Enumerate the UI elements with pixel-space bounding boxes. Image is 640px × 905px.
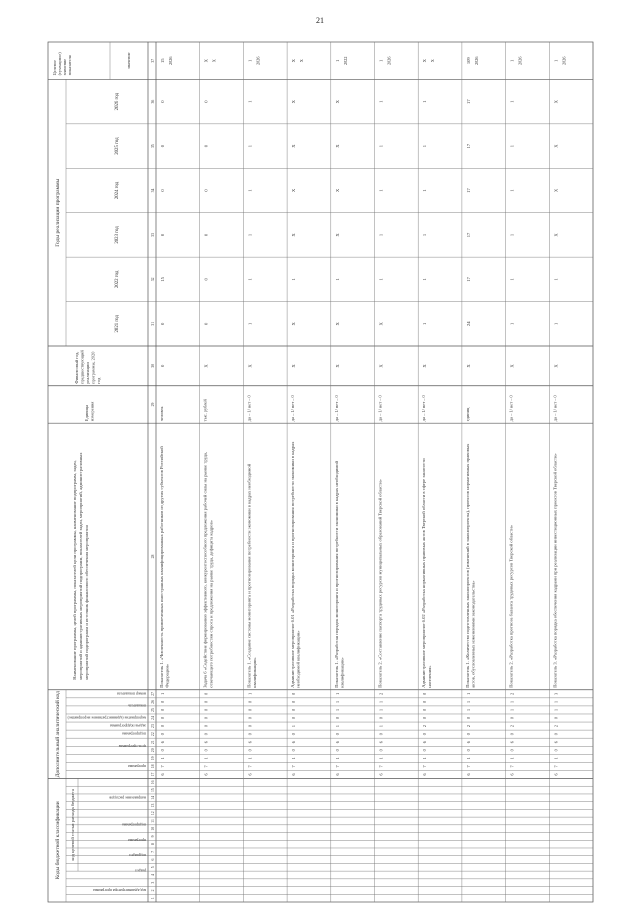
row-year-value: 1: [553, 322, 559, 325]
column-number-14: 14: [151, 795, 155, 800]
row-target-value: X: [422, 59, 428, 63]
column-number-29: 29: [151, 402, 155, 407]
header-add-number: номер показателя: [117, 691, 146, 696]
row-year-value: 1: [422, 322, 428, 325]
row-target-year: X: [299, 59, 305, 63]
row-year-value: 1: [291, 278, 297, 281]
row-year-value: X: [553, 233, 559, 237]
row-code-digit: 0: [203, 725, 209, 728]
row-code-digit: 0: [291, 692, 297, 695]
row-target-year: 2026: [168, 56, 173, 65]
column-number-15: 15: [151, 788, 155, 792]
header-additional-code: Дополнительный аналитический код: [55, 691, 61, 778]
row-code-digit: 1: [509, 708, 515, 711]
column-number-23: 23: [151, 724, 155, 728]
row-year-value: 1: [509, 144, 515, 148]
row-year-value: 1: [422, 144, 428, 148]
row-year-value: 0: [203, 189, 209, 192]
row-code-digit: 0: [247, 725, 253, 728]
column-number-7: 7: [151, 850, 155, 853]
row-year-value: X: [334, 99, 340, 104]
row-target-value: 109: [465, 57, 471, 65]
header-year-1: 2021 год: [115, 315, 120, 333]
column-number-1: 1: [151, 897, 155, 900]
row-name: Показатель 1. «Разработан порядок мониторинга и прогнозирования потребности экономики в кадрах необходимойквалификации»: [333, 460, 345, 688]
row-name: Показатель 3. «Разработка порядка обеспечения кадрами при реализации инвестиционных проектов Тверской области»: [552, 453, 558, 688]
row-name: Показатель 1. «Создание системы мониторинга и прогнозирования потребности экономики в кадрах необходимойквалификации»: [246, 463, 257, 688]
row-code-digit: 6: [378, 741, 384, 744]
column-number-26: 26: [151, 699, 155, 704]
table-frame: [48, 42, 593, 902]
header-add-measure: мероприятие (административное мероприятие): [67, 715, 146, 720]
row-code-digit: 0: [334, 749, 340, 752]
column-number-19: 19: [151, 756, 155, 761]
row-code-digit: 0: [160, 716, 165, 720]
row-base-year-value: X: [509, 364, 515, 368]
row-code-digit: 1: [247, 692, 253, 695]
row-code-digit: 6: [247, 741, 253, 744]
column-number-12: 12: [151, 811, 155, 816]
row-code-digit: 0: [378, 733, 384, 736]
row-code-digit: 0: [291, 716, 297, 720]
row-code-digit: 6: [160, 773, 165, 776]
row-year-value: 17: [465, 143, 471, 149]
row-name: Показатель 1. «Численность привлеченных иностранных квалифицированных работников из других субъектов РоссийскойФедерации»: [159, 446, 170, 688]
row-year-value: X: [378, 322, 384, 326]
row-year-value: 1: [247, 100, 253, 103]
row-code-digit: 1: [291, 725, 297, 728]
row-unit: да – 1/ нет – 0: [333, 395, 339, 422]
row-target-year: X: [430, 59, 436, 63]
column-number-5: 5: [151, 866, 155, 869]
row-code-digit: 6: [378, 773, 384, 776]
row-target-year: 2026: [561, 56, 567, 65]
row-code-digit: 1: [378, 725, 384, 728]
row-code-digit: 0: [203, 708, 209, 711]
row-target-value: X: [203, 59, 209, 63]
row-year-value: 1: [509, 100, 515, 103]
row-year-value: X: [553, 144, 559, 148]
row-code-digit: 7: [203, 765, 209, 768]
row-name: Административное мероприятие 6.01 «Разработка порядка мониторинга и прогнозирования потребности экономики в кадрахнеобходимой квалификации»: [290, 441, 301, 688]
row-year-value: 1: [509, 322, 515, 325]
header-year-5: 2025 год: [115, 137, 120, 155]
row-code-digit: 1: [465, 757, 471, 760]
row-year-value: 1: [553, 278, 559, 281]
row-code-digit: 0: [465, 716, 471, 720]
row-year-value: X: [334, 233, 340, 237]
row-name: Показатель 2. «Составление паспорта трудовых ресурсов муниципальных образований Тверской области»: [377, 479, 383, 688]
row-target-value: 1: [247, 59, 253, 62]
row-code-digit: 2: [422, 725, 428, 728]
column-number-31: 31: [151, 321, 155, 326]
row-code-digit: 1: [422, 757, 428, 760]
header-year-4: 2024 год: [115, 181, 120, 200]
row-code-digit: 7: [422, 765, 428, 768]
header-year-3: 2023 год: [115, 226, 120, 244]
row-code-digit: 0: [553, 733, 559, 736]
row-year-value: 1: [509, 233, 515, 237]
row-code-digit: 0: [203, 749, 209, 752]
row-code-digit: 1: [247, 757, 253, 760]
row-code-digit: 1: [465, 692, 471, 695]
header-unit: Единицаизмерения: [84, 401, 95, 422]
row-code-digit: 2: [465, 725, 471, 728]
row-code-digit: 0: [378, 749, 384, 752]
row-code-digit: 0: [203, 700, 209, 703]
row-target-value: 1: [553, 59, 559, 62]
row-year-value: 1: [378, 278, 384, 281]
row-year-value: X: [553, 188, 559, 193]
row-year-value: 1: [422, 278, 428, 281]
row-target-value: X: [291, 59, 297, 63]
row-code-digit: 1: [160, 692, 165, 695]
row-code-digit: 6: [465, 741, 471, 744]
row-code-digit: 1: [334, 708, 340, 711]
row-code-digit: 0: [509, 733, 515, 736]
column-number-30: 30: [151, 363, 155, 368]
row-year-value: X: [291, 144, 297, 148]
row-code-digit: 2: [509, 725, 515, 728]
header-year-2: 2022 год: [115, 270, 120, 289]
row-base-year-value: 0: [160, 364, 165, 368]
row-code-digit: 3: [553, 692, 559, 695]
row-year-value: 0: [160, 189, 165, 192]
row-year-value: 1: [378, 144, 384, 148]
row-code-digit: 0: [553, 716, 559, 720]
row-year-value: 1: [422, 189, 428, 192]
row-code-digit: 6: [334, 773, 340, 776]
row-code-digit: 7: [334, 765, 340, 768]
row-year-value: 0: [203, 322, 209, 325]
row-code-digit: 0: [553, 749, 559, 752]
row-code-digit: 0: [247, 700, 253, 703]
header-razdel: раздел: [135, 868, 146, 873]
row-code-digit: 1: [291, 757, 297, 760]
row-year-value: 24: [465, 321, 471, 327]
row-code-digit: 1: [553, 708, 559, 711]
row-year-value: 0: [160, 100, 165, 103]
row-code-digit: 0: [422, 708, 428, 711]
column-number-13: 13: [151, 803, 155, 808]
row-year-value: 1: [422, 233, 428, 237]
row-code-digit: 0: [378, 716, 384, 720]
row-unit: да – 1/ нет – 0: [508, 395, 514, 422]
header-base-year: Финансовый год,предшествующийреализациипрограммы, 2020год: [74, 350, 101, 384]
column-number-33: 33: [151, 233, 155, 237]
row-code-digit: 7: [509, 765, 515, 768]
header-add-task: задача подпрограммы: [109, 723, 146, 728]
row-code-digit: 2: [509, 692, 515, 695]
row-year-value: 0: [203, 233, 209, 237]
row-year-value: 1: [247, 189, 253, 192]
header-target-subprogram: подпрограмма: [122, 822, 146, 827]
page-number: 21: [316, 16, 324, 25]
row-code-digit: 7: [247, 765, 253, 768]
row-year-value: 1: [247, 278, 253, 281]
column-number-28: 28: [151, 554, 155, 559]
row-code-digit: 1: [160, 757, 165, 760]
header-expense-direction: направление расходов: [109, 795, 146, 800]
header-add-indicator: показатель: [128, 703, 146, 708]
column-number-34: 34: [151, 188, 155, 193]
row-code-digit: 0: [247, 716, 253, 720]
row-code-digit: 6: [509, 773, 515, 776]
row-year-value: 0: [160, 322, 165, 325]
row-code-digit: 1: [509, 757, 515, 760]
header-value: значение: [126, 52, 131, 70]
row-code-digit: 0: [160, 708, 165, 711]
row-code-digit: 1: [378, 708, 384, 711]
row-year-value: 1: [247, 322, 253, 325]
column-number-11: 11: [151, 819, 155, 823]
row-code-digit: 0: [465, 749, 471, 752]
column-number-32: 32: [151, 277, 155, 282]
row-code-digit: 6: [422, 741, 428, 744]
row-year-value: 1: [378, 100, 384, 103]
row-base-year-value: X: [422, 364, 428, 368]
row-unit: тыс. рублей: [202, 399, 208, 422]
row-code-digit: 2: [553, 725, 559, 728]
row-code-digit: 7: [553, 765, 559, 768]
row-code-digit: 6: [334, 741, 340, 744]
row-base-year-value: X: [334, 364, 340, 368]
row-code-digit: 1: [553, 757, 559, 760]
row-year-value: X: [291, 99, 297, 104]
row-year-value: 1: [334, 278, 340, 281]
row-year-value: 1: [247, 144, 253, 148]
row-unit: да – 1/ нет – 0: [246, 395, 252, 422]
row-year-value: 1: [509, 278, 515, 281]
row-code-digit: 0: [422, 749, 428, 752]
row-target-value: 1: [334, 59, 340, 62]
row-unit: да – 1/ нет – 0: [552, 395, 558, 422]
row-code-digit: 1: [378, 700, 384, 703]
row-target-year: 2026: [517, 56, 523, 65]
row-code-digit: 0: [291, 733, 297, 736]
row-code-digit: 0: [160, 749, 165, 752]
row-year-value: 1: [378, 233, 384, 237]
row-year-value: 17: [465, 277, 471, 282]
row-year-value: 0: [203, 278, 209, 281]
row-code-digit: 6: [203, 773, 209, 776]
row-year-value: 1: [422, 100, 428, 103]
row-year-value: 17: [465, 188, 471, 193]
column-number-24: 24: [151, 716, 155, 720]
row-year-value: 0: [203, 144, 209, 148]
row-code-digit: 6: [291, 773, 297, 776]
row-year-value: 17: [465, 232, 471, 238]
row-year-value: X: [291, 233, 297, 237]
row-code-digit: 0: [247, 708, 253, 711]
header-years-group: Годы реализации программы: [55, 178, 61, 247]
row-code-digit: 0: [509, 716, 515, 720]
row-code-digit: 1: [553, 700, 559, 703]
column-number-18: 18: [151, 764, 155, 769]
header-add-subprogram: подпрограмма: [122, 731, 146, 736]
row-year-value: X: [334, 322, 340, 326]
row-code-digit: 0: [160, 725, 165, 728]
header-budget-codes: Коды бюджетной классификации: [55, 801, 61, 880]
row-year-value: 0: [203, 100, 209, 103]
row-code-digit: 1: [334, 757, 340, 760]
column-number-27: 27: [151, 691, 155, 696]
column-number-21: 21: [151, 740, 155, 745]
row-base-year-value: X: [378, 364, 384, 368]
row-target-value: 15: [160, 58, 165, 64]
row-code-digit: 6: [247, 773, 253, 776]
header-name-column: Наименование программы, целей программы, показателей цели программы, наименование подпрограмм, задач,мероприятий и административных мероприятий подпрограмм, показателей задач, мероприятий, административныхмероприятий подпрограмм и источник финансового обеспечения мероприятия: [72, 452, 89, 680]
row-code-digit: 0: [291, 749, 297, 752]
row-code-digit: 0: [203, 692, 209, 695]
header-add-goal: цель программы: [118, 743, 146, 748]
row-code-digit: 0: [203, 716, 209, 720]
row-code-digit: 0: [509, 749, 515, 752]
row-year-value: 17: [465, 99, 471, 104]
column-number-22: 22: [151, 732, 155, 737]
column-number-35: 35: [151, 144, 155, 148]
row-name: Показатель 1. «Количество подготовленных законопроектов (изменений в законопроекты), проектов нормативных правовыхактов, обусловленных изменениями законодательства»: [464, 443, 476, 688]
row-code-digit: 0: [160, 700, 165, 703]
header-target-program: программа: [128, 837, 146, 842]
row-code-digit: 0: [422, 733, 428, 736]
row-code-digit: 6: [291, 741, 297, 744]
row-code-digit: 0: [334, 733, 340, 736]
row-code-digit: 7: [465, 765, 471, 768]
row-year-value: 1: [509, 189, 515, 192]
header-add-program: программа: [128, 763, 146, 768]
row-code-digit: 0: [422, 700, 428, 703]
row-code-digit: 0: [203, 733, 209, 736]
row-code-digit: 0: [247, 749, 253, 752]
row-unit: человек: [159, 406, 164, 422]
row-base-year-value: X: [553, 364, 559, 368]
row-code-digit: 1: [465, 708, 471, 711]
column-number-37: 37: [151, 58, 155, 63]
row-code-digit: 6: [509, 741, 515, 744]
row-unit: единиц: [464, 407, 470, 422]
column-number-8: 8: [151, 843, 155, 846]
row-target-year: X: [211, 59, 217, 63]
column-number-2: 2: [151, 889, 155, 892]
row-code-digit: 7: [291, 765, 297, 768]
row-code-digit: 1: [334, 700, 340, 703]
row-target-year: 2022: [342, 56, 348, 65]
row-code-digit: 1: [465, 700, 471, 703]
row-year-value: 1: [247, 233, 253, 237]
row-year-value: 15: [160, 277, 165, 282]
row-year-value: X: [291, 188, 297, 193]
row-year-value: 0: [160, 233, 165, 237]
row-code-digit: 6: [160, 741, 165, 744]
table-group: [48, 42, 593, 902]
column-number-16: 16: [151, 780, 155, 785]
row-code-digit: 0: [334, 716, 340, 720]
row-code-digit: 0: [247, 733, 253, 736]
header-target-article: код целевой статьи расхода бюджета: [70, 789, 75, 861]
row-code-digit: 1: [334, 692, 340, 695]
row-base-year-value: X: [247, 364, 253, 368]
row-code-digit: 6: [203, 741, 209, 744]
row-unit: да – 1/ нет – 0: [290, 395, 296, 422]
header-admin-code: код администратора программы: [93, 887, 146, 892]
column-number-3: 3: [151, 881, 155, 884]
column-number-6: 6: [151, 858, 155, 861]
row-code-digit: 1: [378, 757, 384, 760]
row-target-value: 1: [509, 59, 515, 62]
row-name: Административное мероприятие 6.02 «Разработка нормативных правовых актов Тверской области в сфере занятостинаселения»: [421, 458, 432, 688]
row-name: Задача 6 «Содействие формированию эффективного, конкурентоспособного предложения рабочей силы на рынке труда,отвечающего потребностям спроса и предложения на рынке труда, дефицита кадров»: [202, 451, 214, 688]
row-code-digit: 6: [553, 773, 559, 776]
row-code-digit: 6: [553, 741, 559, 744]
row-code-digit: 0: [291, 708, 297, 711]
row-unit: да – 1/ нет – 0: [377, 395, 383, 422]
column-number-10: 10: [151, 826, 155, 831]
row-code-digit: 7: [160, 765, 165, 768]
row-base-year-value: X: [291, 364, 297, 368]
column-number-4: 4: [151, 874, 155, 876]
row-code-digit: 1: [334, 725, 340, 728]
row-code-digit: 6: [422, 773, 428, 776]
column-number-9: 9: [151, 835, 155, 838]
column-number-17: 17: [151, 772, 155, 777]
row-year-value: X: [334, 144, 340, 148]
row-target-value: 1: [378, 59, 384, 62]
column-number-20: 20: [151, 748, 155, 753]
row-code-digit: 6: [465, 773, 471, 776]
column-number-25: 25: [151, 708, 155, 712]
row-code-digit: 2: [378, 692, 384, 695]
row-code-digit: 1: [203, 757, 209, 760]
row-base-year-value: X: [465, 364, 471, 368]
row-code-digit: 0: [422, 716, 428, 720]
row-year-value: X: [291, 322, 297, 326]
row-unit: да – 1/ нет – 0: [421, 395, 427, 422]
header-podrazdel: подраздел: [129, 853, 146, 858]
row-target-year: 2026: [255, 56, 261, 65]
row-code-digit: 7: [378, 765, 384, 768]
header-year-6: 2026 год: [115, 92, 120, 111]
row-year-value: 1: [378, 189, 384, 192]
column-number-36: 36: [151, 99, 155, 104]
row-name: Показатель 2. «Разработка прогноза баланса трудовых ресурсов Тверской области»: [508, 524, 514, 688]
row-target-year: 2026: [386, 56, 392, 65]
row-year-value: X: [334, 188, 340, 193]
header-target-group: Целевое(суммарное)значениепоказателя: [52, 52, 72, 76]
row-target-year: 2026: [473, 56, 479, 65]
row-code-digit: 1: [509, 700, 515, 703]
row-code-digit: 0: [422, 692, 428, 695]
row-code-digit: 0: [291, 700, 297, 703]
row-year-value: 0: [160, 144, 165, 148]
row-code-digit: 0: [160, 733, 165, 736]
row-year-value: X: [553, 99, 559, 104]
row-code-digit: 0: [465, 733, 471, 736]
row-base-year-value: X: [203, 364, 209, 368]
